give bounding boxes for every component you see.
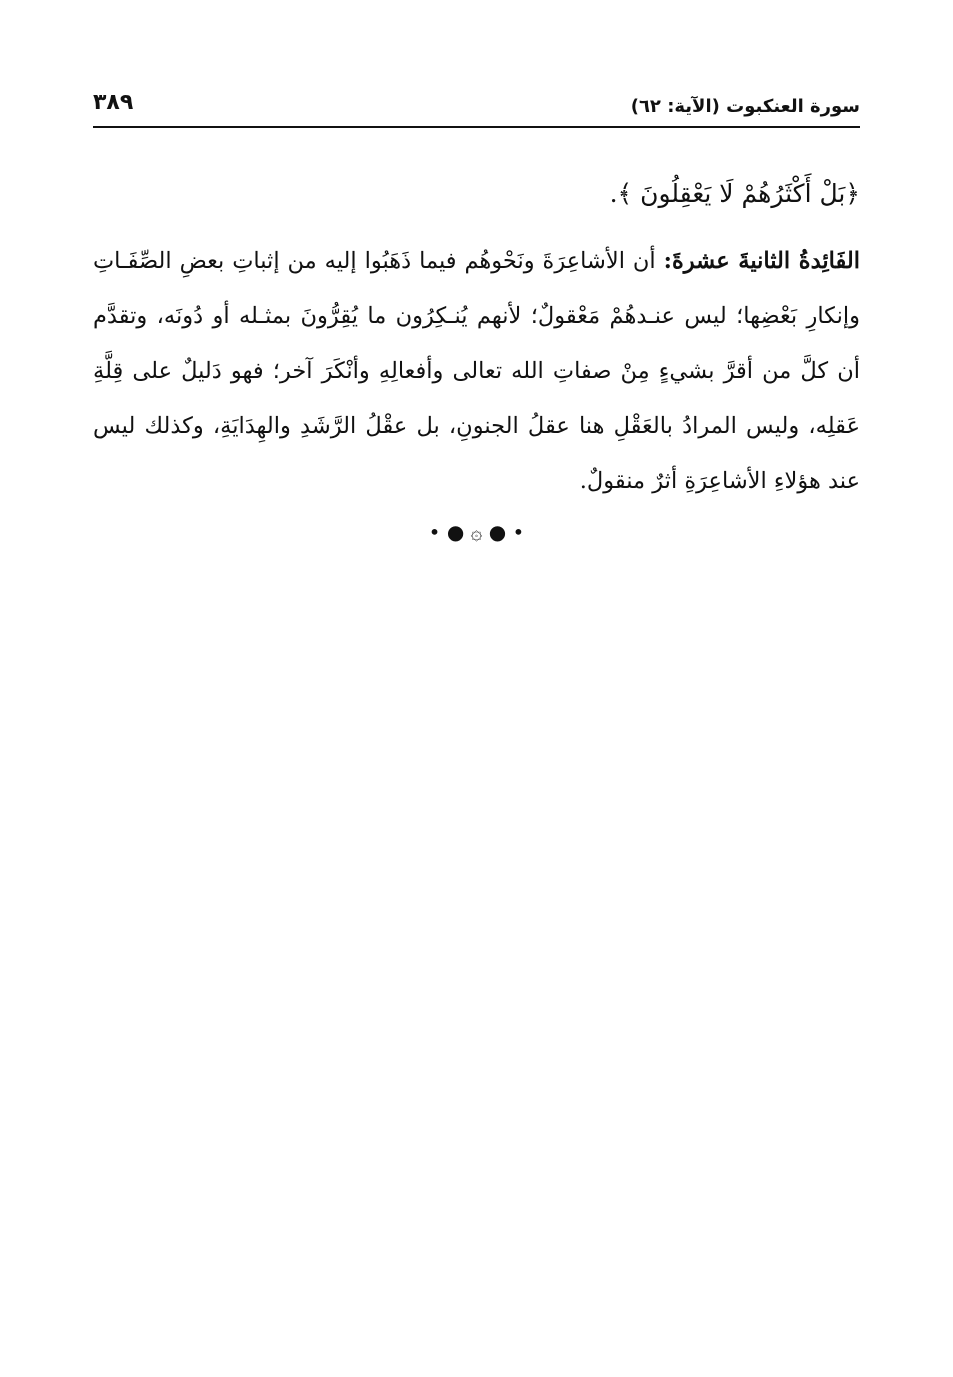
header-divider [93, 126, 860, 128]
quran-verse: ﴿بَلْ أَكْثَرُهُمْ لَا يَعْقِلُونَ ﴾. [609, 179, 860, 208]
running-title: سورة العنكبوت (الآية: ٦٢) [630, 96, 860, 117]
paragraph-heading: الفَائِدةُ الثانيةَ عشرةَ: [663, 248, 860, 274]
body-paragraph [93, 234, 860, 509]
page-header [93, 90, 860, 130]
section-ornament: • ● ۞ ● • [428, 520, 525, 544]
page-number: ٣٨٩ [93, 90, 134, 115]
paragraph-text: أن الأشاعِرَةَ ونَحْوهُم فيما ذَهَبُوا إليه من إثباتِ بعضِ الصِّفَـاتِ وإنكارِ بَعْضِها؛ ليس عنـدهُمْ مَعْقولٌ؛ لأنهم يُنـكِرُون ما يُقِرُّونَ بمثـله أو دُونَه، وتقدَّم أن كلَّ من أقرَّ بشيءٍ مِنْ صفاتِ الله تعالى وأفعالِهِ وأنْكَرَ آخر؛ فهو دَليلٌ على قِلَّةِ عَقلِه، وليس المرادُ بالعَقْلِ هنا عقلُ الجنونِ، بل عقْلُ الرَّشَدِ والهِدَايَةِ، وكذلك ليس عند هؤلاءِ الأشاعِرَةِ أثرٌ منقولٌ. [93, 248, 860, 494]
